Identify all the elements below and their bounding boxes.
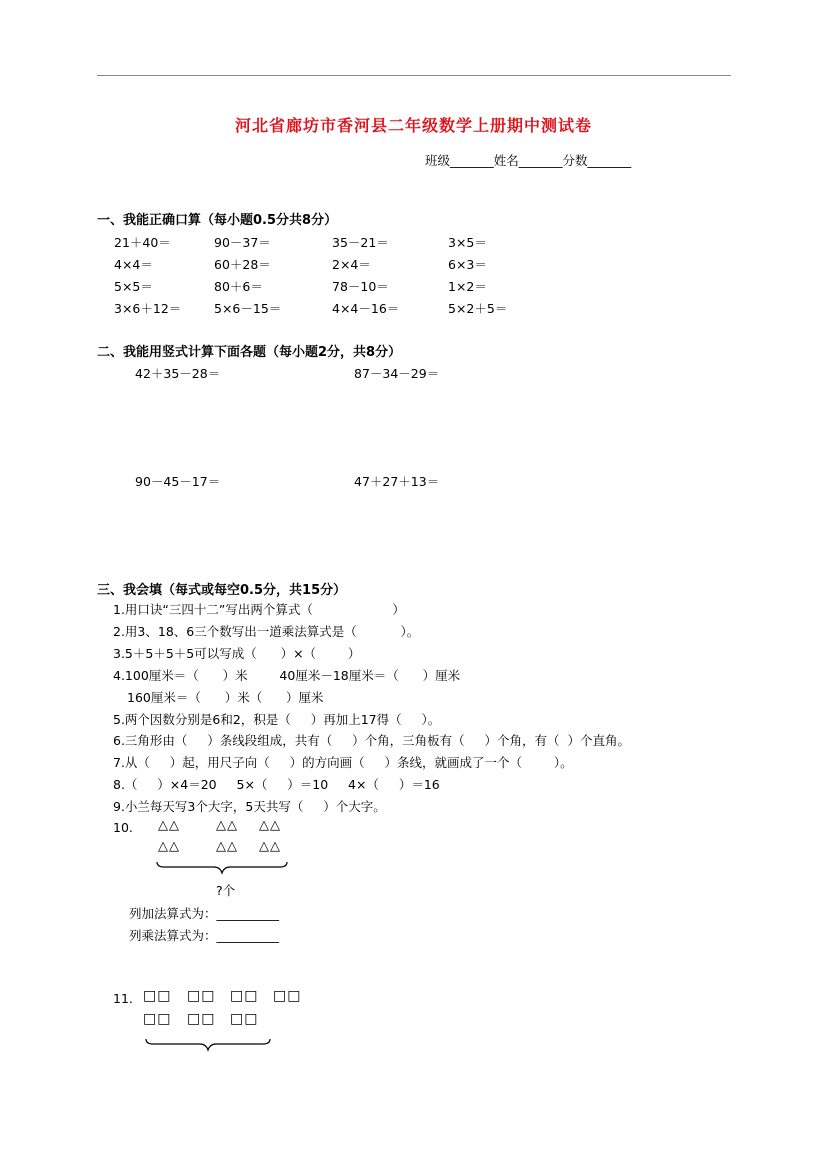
q11-number: 11.: [113, 991, 133, 1006]
q10-multiplication-answer-line: 列乘法算式为：__________: [129, 928, 280, 943]
fill-question: 8.（ ）×4＝20 5×（ ）＝10 4×（ ）＝16: [113, 777, 440, 792]
fill-question: 160厘米＝（ ）米（ ）厘米: [127, 690, 324, 705]
calc-item: 21＋40＝: [114, 235, 171, 250]
page-title: 河北省廊坊市香河县二年级数学上册期中测试卷: [234, 116, 592, 135]
q11-brace-icon: [145, 1037, 271, 1053]
calc-item: 80＋6＝: [214, 279, 263, 294]
square-group: □□: [230, 988, 259, 1004]
q10-question-mark: ?个: [216, 883, 236, 898]
calc-item: 35－21＝: [332, 235, 389, 250]
square-group: □□: [143, 988, 172, 1004]
calc-item: 6×3＝: [448, 257, 487, 272]
calc-item: 5×2＋5＝: [448, 301, 508, 316]
fill-question: 3.5＋5＋5＋5可以写成（ ）×（ ）: [113, 646, 361, 661]
vertical-calc-problem: 47＋27＋13＝: [354, 474, 440, 489]
q10-addition-answer-line: 列加法算式为：__________: [129, 906, 280, 921]
square-group: □□: [143, 1011, 172, 1027]
triangle-group: △△: [259, 839, 281, 854]
calc-item: 1×2＝: [448, 279, 487, 294]
student-info-line: 班级_______姓名_______分数_______: [425, 153, 632, 168]
calc-item: 5×6－15＝: [214, 301, 282, 316]
calc-item: 78－10＝: [332, 279, 389, 294]
calc-item: 2×4＝: [332, 257, 371, 272]
triangle-group: △△: [259, 818, 281, 833]
calc-item: 4×4－16＝: [332, 301, 400, 316]
q10-brace-icon: [156, 860, 288, 876]
calc-item: 60＋28＝: [214, 257, 271, 272]
calc-item: 5×5＝: [114, 279, 153, 294]
section1-heading: 一、我能正确口算（每小题0.5分共8分）: [97, 213, 338, 228]
fill-question: 2.用3、18、6三个数写出一道乘法算式是（ ）。: [113, 624, 420, 639]
triangle-group: △△: [216, 839, 238, 854]
fill-question: 4.100厘米＝（ ）米 40厘米－18厘米＝（ ）厘米: [113, 668, 461, 683]
section3-heading: 三、我会填（每式或每空0.5分，共15分）: [97, 583, 347, 598]
fill-question: 7.从（ ）起，用尺子向（ ）的方向画（ ）条线，就画成了一个（ ）。: [113, 755, 573, 770]
q10-number: 10.: [113, 820, 133, 835]
calc-item: 3×6＋12＝: [114, 301, 182, 316]
triangle-group: △△: [216, 818, 238, 833]
fill-question: 5.两个因数分别是6和2，积是（ ）再加上17得（ ）。: [113, 712, 441, 727]
section2-heading: 二、我能用竖式计算下面各题（每小题2分，共8分）: [97, 345, 402, 360]
calc-item: 90－37＝: [214, 235, 271, 250]
triangle-group: △△: [158, 839, 180, 854]
fill-question: 1.用口诀“三四十二”写出两个算式（ ）: [113, 602, 405, 617]
triangle-group: △△: [158, 818, 180, 833]
square-group: □□: [273, 988, 302, 1004]
calc-item: 3×5＝: [448, 235, 487, 250]
square-group: □□: [187, 1011, 216, 1027]
fill-question: 9.小兰每天写3个大字，5天共写（ ）个大字。: [113, 799, 386, 814]
square-group: □□: [230, 1011, 259, 1027]
header-rule: [97, 75, 731, 76]
calc-item: 4×4＝: [114, 257, 153, 272]
fill-question: 6.三角形由（ ）条线段组成，共有（ ）个角，三角板有（ ）个角，有（ ）个直角。: [113, 733, 630, 748]
vertical-calc-problem: 42＋35－28＝: [135, 366, 221, 381]
square-group: □□: [187, 988, 216, 1004]
vertical-calc-problem: 90－45－17＝: [135, 474, 221, 489]
vertical-calc-problem: 87－34－29＝: [354, 366, 440, 381]
